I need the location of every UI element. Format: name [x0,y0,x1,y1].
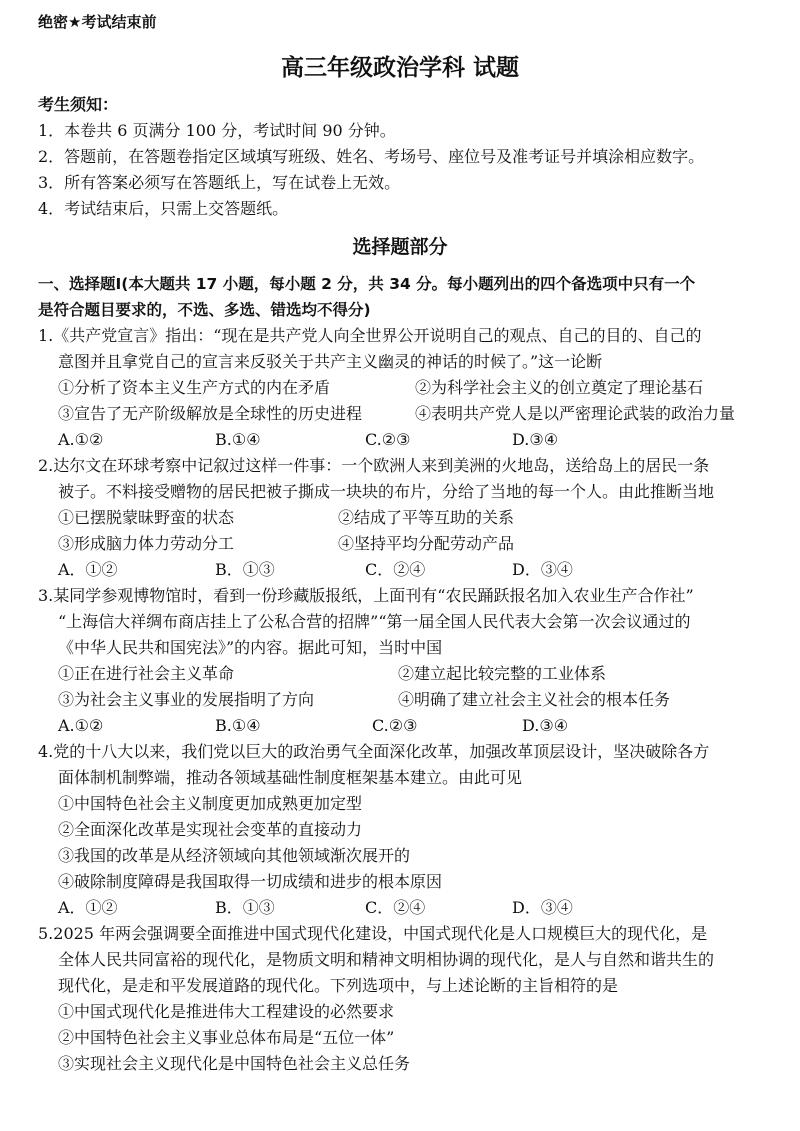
statement: ①正在进行社会主义革命 [58,664,235,683]
notice-heading: 考生须知： [38,95,119,114]
question-stem: 《中华人民共和国宪法》”的内容。据此可知，当时中国 [58,638,443,657]
choice-d: D.③④ [512,430,559,449]
choice-b: B．①③ [215,560,275,579]
question-stem: 4.党的十八大以来，我们党以巨大的政治勇气全面深化改革，加强改革顶层设计，坚决破除各方 [38,742,710,761]
choice-d: D．③④ [512,898,573,917]
choice-a: A．①② [58,898,118,917]
statement: ②中国特色社会主义事业总体布局是“五位一体” [58,1028,395,1047]
choice-a: A．①② [58,560,118,579]
statement: ③我国的改革是从经济领域向其他领域渐次展开的 [58,846,411,865]
statement: ②建立起比较完整的工业体系 [398,664,607,683]
choice-b: B.①④ [215,716,261,735]
exam-title: 高三年级政治学科 试题 [280,55,519,81]
choice-a: A.①② [58,716,104,735]
question-stem: 被子。不料接受赠物的居民把被子撕成一块块的布片，分给了当地的每一个人。由此推断当地 [58,482,715,501]
statement: ②结成了平等互助的关系 [338,508,515,527]
statement: ③实现社会主义现代化是中国特色社会主义总任务 [58,1054,411,1073]
question-stem: 现代化，是走和平发展道路的现代化。下列选项中，与上述论断的主旨相符的是 [58,976,619,995]
notice-item: 3．所有答案必须写在答题纸上，写在试卷上无效。 [38,173,401,192]
notice-item: 2．答题前，在答题卷指定区域填写班级、姓名、考场号、座位号及准考证号并填涂相应数字。 [38,147,705,166]
question-stem: 3.某同学参观博物馆时，看到一份珍藏版报纸，上面刊有“农民踊跃报名加入农业生产合作社” [38,586,694,605]
statement: ④破除制度障碍是我国取得一切成绩和进步的根本原因 [58,872,443,891]
question-stem: “上海信大祥绸布商店挂上了公私合营的招牌”“第一届全国人民代表大会第一次会议通过的 [58,612,691,631]
statement: ③形成脑力体力劳动分工 [58,534,235,553]
choice-d: D.③④ [522,716,569,735]
notice-item: 4．考试结束后，只需上交答题纸。 [38,199,289,218]
question-stem: 面体制机制弊端，推动各领域基础性制度框架基本建立。由此可见 [58,768,523,787]
question-stem: 全体人民共同富裕的现代化，是物质文明和精神文明相协调的现代化，是人与自然和谐共生的 [58,950,715,969]
notice-item: 1．本卷共 6 页满分 100 分，考试时间 90 分钟。 [38,121,396,140]
choice-c: C．②④ [365,898,426,917]
statement: ①中国式现代化是推进伟大工程建设的必然要求 [58,1002,395,1021]
statement: ④坚持平均分配劳动产品 [338,534,515,553]
choice-c: C．②④ [365,560,426,579]
question-stem: 2.达尔文在环球考察中记叙过这样一件事：一个欧洲人来到美洲的火地岛，送给岛上的居民一条 [38,456,710,475]
statement: ③为社会主义事业的发展指明了方向 [58,690,315,709]
choice-b: B．①③ [215,898,275,917]
question-stem: 意图并且拿党自己的宣言来反驳关于共产主义幽灵的神话的时候了。”这一论断 [58,352,603,371]
question-stem: 1.《共产党宣言》指出：“现在是共产党人向全世界公开说明自己的观点、自己的目的、自己的 [38,326,702,345]
statement: ①已摆脱蒙昧野蛮的状态 [58,508,235,527]
statement: ②全面深化改革是实现社会变革的直接动力 [58,820,363,839]
confidential-label: 绝密★考试结束前 [38,13,157,31]
part-instructions: 是符合题目要求的，不选、多选、错选均不得分) [38,301,371,319]
choice-b: B.①④ [215,430,261,449]
statement: ②为科学社会主义的创立奠定了理论基石 [415,378,704,397]
statement: ①分析了资本主义生产方式的内在矛盾 [58,378,331,397]
question-stem: 5.2025 年两会强调要全面推进中国式现代化建设，中国式现代化是人口规模巨大的现代化，是 [38,924,708,943]
statement: ④表明共产党人是以严密理论武装的政治力量 [415,404,736,423]
section-title: 选择题部分 [352,236,448,258]
choice-c: C.②③ [365,430,411,449]
statement: ③宣告了无产阶级解放是全球性的历史进程 [58,404,363,423]
statement: ①中国特色社会主义制度更加成熟更加定型 [58,794,363,813]
choice-d: D．③④ [512,560,573,579]
choice-a: A.①② [58,430,104,449]
statement: ④明确了建立社会主义社会的根本任务 [398,690,671,709]
part-instructions: 一、选择题Ⅰ(本大题共 17 小题，每小题 2 分，共 34 分。每小题列出的四个备选项中只有一个 [38,275,696,293]
choice-c: C.②③ [372,716,418,735]
